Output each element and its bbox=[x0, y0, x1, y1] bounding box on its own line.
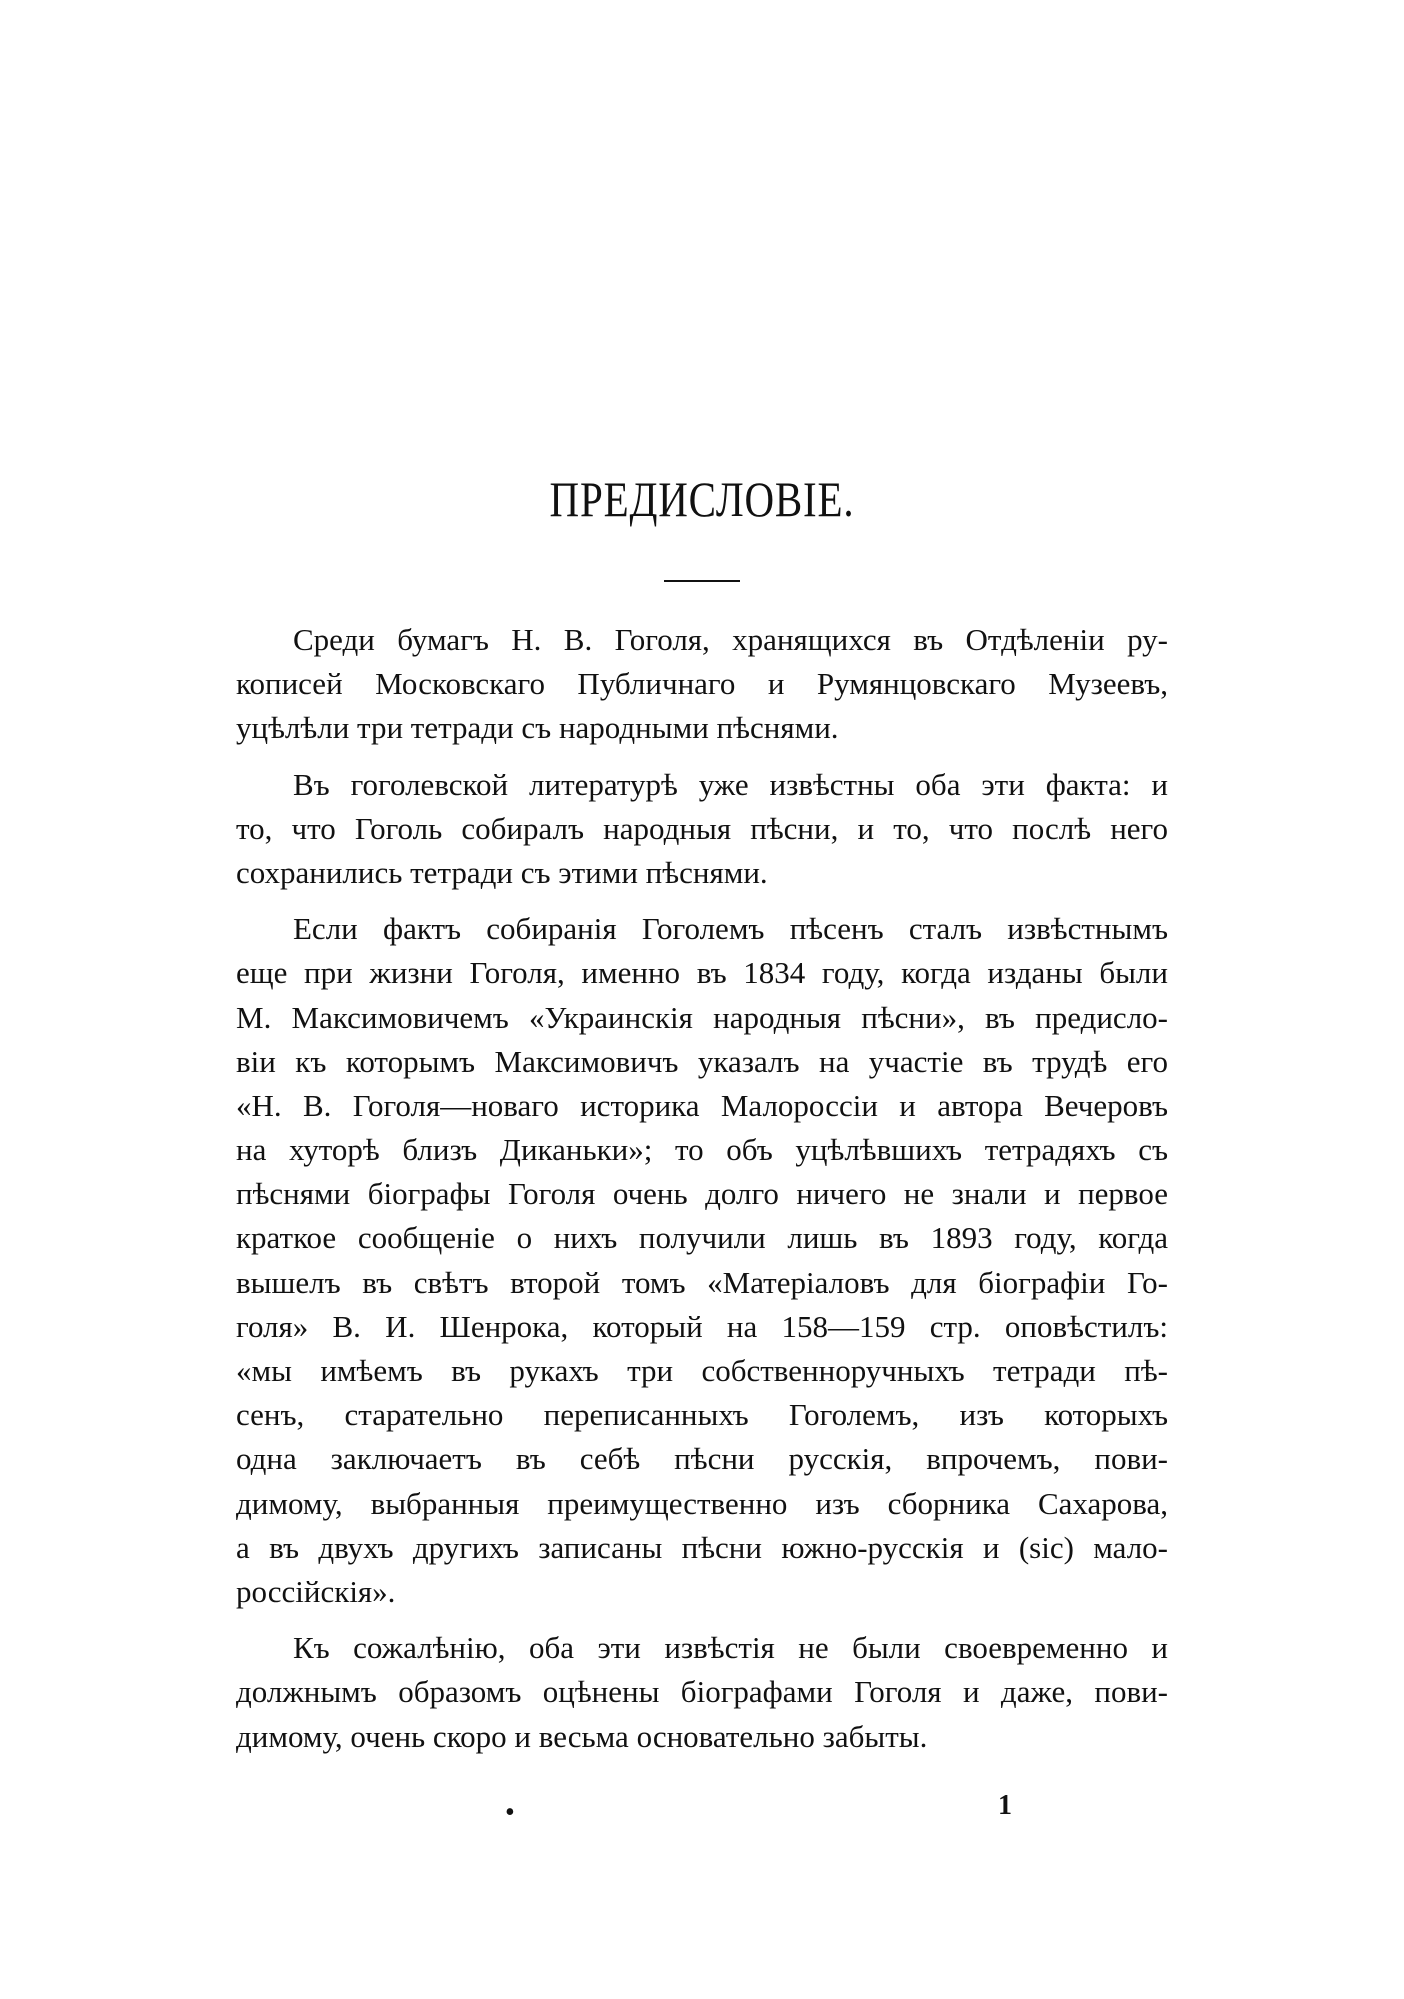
paragraph bbox=[236, 618, 1168, 751]
text-line: М. Максимовичемъ «Украинскія народныя пѣсни», въ предисло- bbox=[236, 999, 1168, 1035]
text-line: краткое сообщеніе о нихъ получили лишь въ 1893 году, когда bbox=[236, 1220, 1168, 1256]
text-line: а въ двухъ другихъ записаны пѣсни южно-русскія и (sic) мало- bbox=[236, 1529, 1168, 1565]
text-line: Среди бумагъ Н. В. Гоголя, хранящихся въ Отдѣленіи ру- bbox=[293, 622, 1168, 657]
text-line: віи къ которымъ Максимовичъ указалъ на участіе въ трудѣ его bbox=[236, 1043, 1168, 1079]
text-line: кописей Московскаго Публичнаго и Румянцовскаго Музеевъ, bbox=[236, 666, 1168, 702]
body-text bbox=[236, 618, 1168, 1771]
text-line: одна заключаетъ въ себѣ пѣсни русскія, впрочемъ, пови- bbox=[236, 1441, 1168, 1477]
text-line: то, что Гоголь собиралъ народныя пѣсни, и то, что послѣ него bbox=[236, 810, 1168, 846]
text-line: сенъ, старательно переписанныхъ Гоголемъ, изъ которыхъ bbox=[236, 1397, 1168, 1433]
text-line: еще при жизни Гоголя, именно въ 1834 году, когда изданы были bbox=[236, 955, 1168, 991]
text-line: пѣснями біографы Гоголя очень долго ничего не знали и первое bbox=[236, 1176, 1168, 1212]
paragraph bbox=[236, 1626, 1168, 1759]
text-line: Къ сожалѣнію, оба эти извѣстія не были своевременно и bbox=[293, 1630, 1168, 1666]
text-line: «Н. В. Гоголя—новаго историка Малороссіи и автора Вечеровъ bbox=[236, 1087, 1168, 1123]
text-line: димому, выбранныя преимущественно изъ сборника Сахарова, bbox=[236, 1485, 1168, 1521]
title-rule bbox=[664, 580, 740, 582]
paragraph bbox=[236, 763, 1168, 896]
text-line: Въ гоголевской литературѣ уже извѣстны оба эти факта: и bbox=[293, 766, 1168, 802]
text-line: уцѣлѣли три тетради съ народными пѣснями. bbox=[236, 710, 839, 746]
signature-mark: • bbox=[505, 1797, 515, 1828]
text-line: голя» В. И. Шенрока, который на 158—159 стр. оповѣстилъ: bbox=[236, 1308, 1168, 1344]
text-line: вышелъ въ свѣтъ второй томъ «Матеріаловъ для біографіи Го- bbox=[236, 1264, 1168, 1300]
text-line: Если фактъ собиранія Гоголемъ пѣсенъ сталъ извѣстнымъ bbox=[293, 911, 1168, 947]
text-line: «мы имѣемъ въ рукахъ три собственноручныхъ тетради пѣ- bbox=[236, 1353, 1168, 1388]
paragraph bbox=[236, 907, 1168, 1614]
text-line: на хуторѣ близъ Диканьки»; то объ уцѣлѣвшихъ тетрадяхъ съ bbox=[236, 1132, 1168, 1168]
text-line: димому, очень скоро и весьма основательно забыты. bbox=[236, 1718, 928, 1754]
page-number: 1 bbox=[998, 1790, 1012, 1821]
text-line: должнымъ образомъ оцѣнены біографами Гоголя и даже, пови- bbox=[236, 1674, 1168, 1710]
chapter-title: ПРЕДИСЛОВІЕ. bbox=[549, 471, 855, 527]
text-line: россійскія». bbox=[236, 1573, 396, 1609]
text-line: сохранились тетради съ этими пѣснями. bbox=[236, 854, 768, 890]
